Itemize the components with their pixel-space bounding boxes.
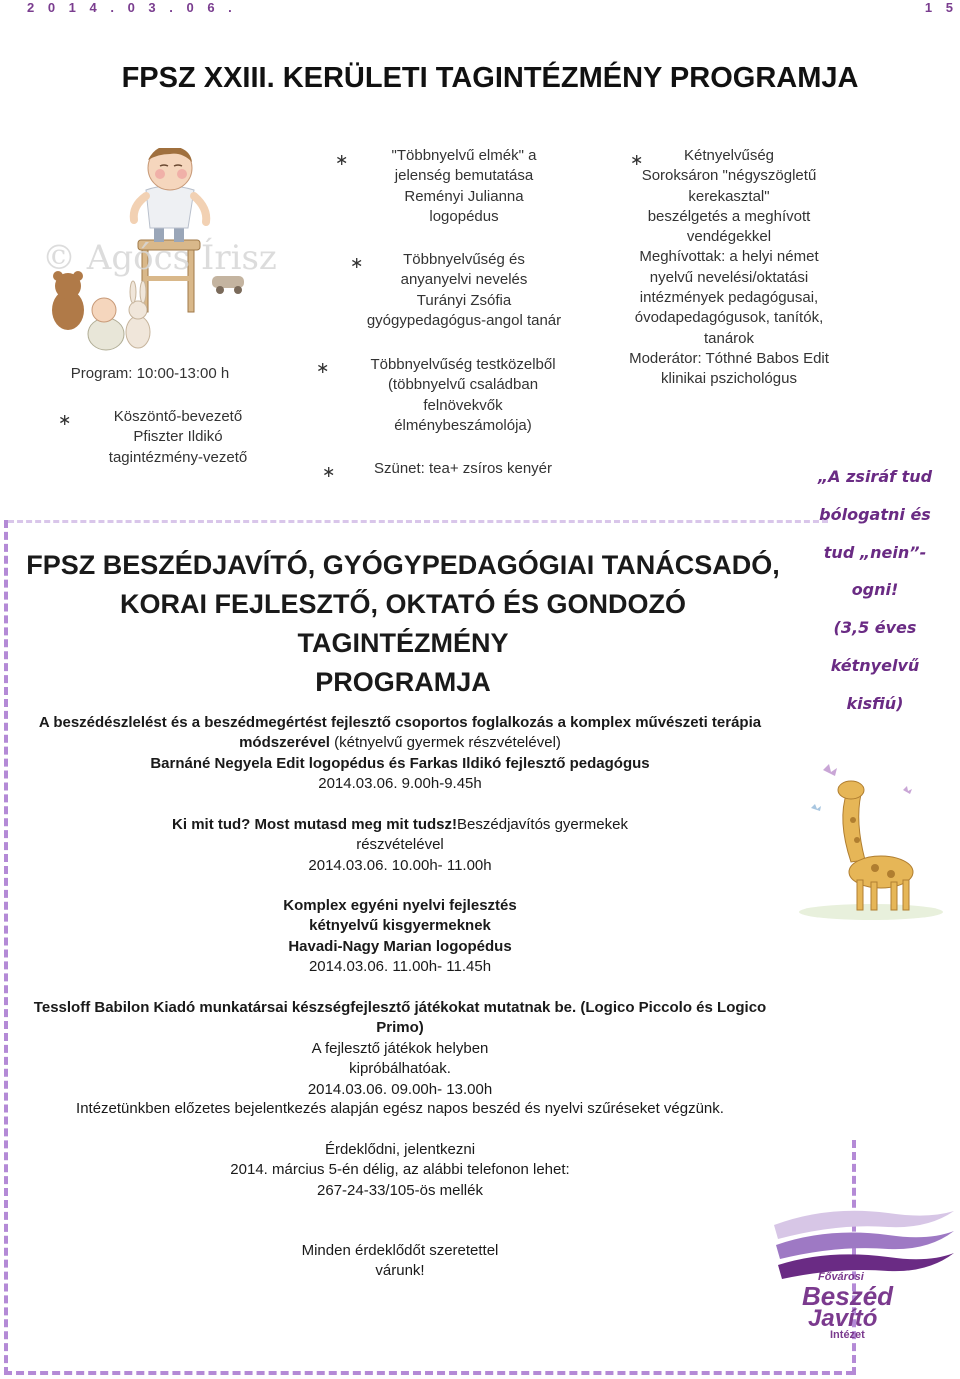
col2-item2: Többnyelvűség és anyanyelvi nevelés Turányi Zsófia gyógypedagógus-angol tanár bbox=[366, 251, 562, 329]
illustration-watermark: © Agócs Írisz bbox=[42, 238, 277, 278]
frame-left-border bbox=[4, 520, 12, 1375]
col2-item1: "Többnyelvű elmék" a jelenség bemutatása Reményi Julianna logopédus bbox=[391, 147, 537, 225]
program-item-3: Komplex egyéni nyelvi fejlesztés kétnyelvű kisgyermeknek Havadi-Nagy Marian logopédus 2014.03.06. 11.00h- 11.45h bbox=[283, 897, 517, 976]
logo-text-2: Beszéd bbox=[802, 1281, 894, 1311]
page-title: FPSZ XXIII. KERÜLETI TAGINTÉZMÉNY PROGRAMJA bbox=[121, 62, 859, 94]
giraffe-illustration bbox=[785, 760, 945, 926]
program-item-1: A beszédészlelést és a beszédmegértést fejlesztő csoportos foglalkozás a komplex művészeti terápia módszerével (kétnyelvű gyermek részvételével) Barnáné Negyela Edit logopédus és Farkas Ildikó fejlesztő pedagógus 2014.03.06. 9.00h-9.45h bbox=[38, 714, 762, 793]
bullet-asterisk: ∗ bbox=[322, 464, 336, 481]
program-time: Program: 10:00-13:00 h bbox=[70, 365, 230, 382]
col1-item1: Köszöntő-bevezető Pfiszter Ildikó tagintézmény-vezető bbox=[108, 408, 248, 466]
bullet-asterisk: ∗ bbox=[630, 152, 644, 169]
bullet-asterisk: ∗ bbox=[58, 412, 72, 429]
col2-item3: Többnyelvűség testközelből (többnyelvű családban felnövekvők élménybeszámolója) bbox=[370, 356, 556, 434]
bullet-asterisk: ∗ bbox=[316, 360, 330, 377]
page-number: 1 5 bbox=[924, 0, 958, 15]
program-item-2: Ki mit tud? Most mutasd meg mit tudsz!Beszédjavítós gyermekek részvételével 2014.03.06. 10.00h- 11.00h bbox=[172, 816, 628, 874]
screening-note: Intézetünkben előzetes bejelentkezés alapján egész napos beszéd és nyelvi szűréseket végzünk. bbox=[76, 1100, 724, 1117]
bullet-asterisk: ∗ bbox=[335, 152, 349, 169]
section-title: FPSZ BESZÉDJAVÍTÓ, GYÓGYPEDAGÓGIAI TANÁCSADÓ, KORAI FEJLESZTŐ, OKTATÓ ÉS GONDOZÓ TAGINTÉZMÉNY PROGRAMJA bbox=[26, 550, 780, 697]
frame-bottom-border bbox=[4, 1371, 854, 1375]
sidebar-quote: „A zsiráf tud bólogatni és tud „nein”- ogni! (3,5 éves kétnyelvű kisfiú) bbox=[817, 467, 933, 713]
header-date: 2 0 1 4 . 0 3 . 0 6 . bbox=[27, 0, 237, 15]
contact-info: Érdeklődni, jelentkezni 2014. március 5-én délig, az alábbi telefonon lehet: 267-24-33/105-ös mellék bbox=[230, 1141, 570, 1199]
frame-top-border bbox=[8, 520, 828, 523]
logo-text-3: Javító bbox=[808, 1305, 878, 1332]
logo-text-4: Intézet bbox=[830, 1329, 865, 1341]
institute-logo bbox=[768, 1205, 958, 1345]
program-item-4: Tessloff Babilon Kiadó munkatársai készségfejlesztő játékokat mutatnak be. (Logico Piccolo és Logico Primo) A fejlesztő játékok helyben kipróbálhatóak. 2014.03.06. 09.00h- 13.00h bbox=[33, 999, 767, 1098]
closing-invitation: Minden érdeklődőt szeretettel várunk! bbox=[301, 1242, 499, 1280]
col3-item1: Kétnyelvűség Soroksáron "négyszögletű kerekasztal" beszélgetés a meghívott vendégekkel Meghívottak: a helyi német nyelvű nevelési/oktatási intézmények pedagógusai, óvodapedagógusok, tanítók, tanárok Moderátor: Tóthné Babos Edit klinikai pszichológus bbox=[629, 147, 829, 388]
bullet-asterisk: ∗ bbox=[350, 255, 364, 272]
logo-text-1: Fővárosi bbox=[818, 1271, 864, 1283]
col2-item4: Szünet: tea+ zsíros kenyér bbox=[373, 460, 552, 477]
